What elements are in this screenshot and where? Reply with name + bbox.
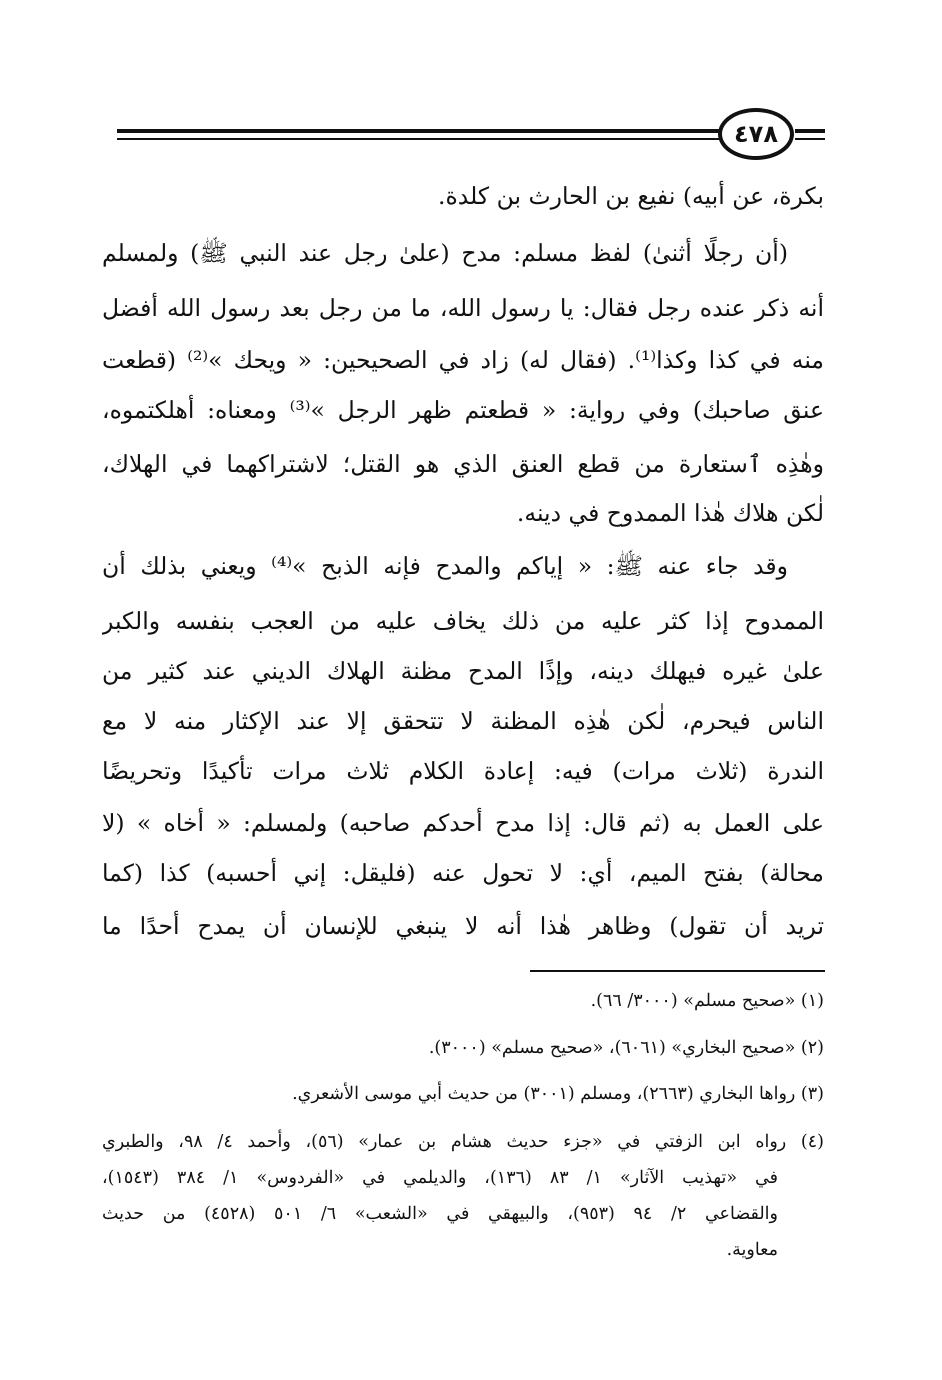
footnote-3: (٣) رواها البخاري (٢٦٦٣)، ومسلم (٣٠٠١) من حديث أبي موسى الأشعري.	[292, 1084, 824, 1104]
text-line-1: بكرة، عن أبيه) نفيع بن الحارث بن كلدة.	[438, 182, 824, 210]
footnote-4-line-3: والقضاعي ٢/ ٩٤ (٩٥٣)، والبيهقي في «الشعب» ٦/ ٥٠١ (٤٥٢٨) من حديث	[102, 1204, 778, 1224]
page-number: ٤٧٨	[718, 108, 794, 160]
footnote-4-line-2: في «تهذيب الآثار» ١/ ٨٣ (١٣٦)، والديلمي في «الفردوس» ١/ ٣٨٤ (١٥٤٣)،	[102, 1168, 778, 1188]
text-line-8: وقد جاء عنه ﷺ: « إياكم والمدح فإنه الذبح »⁽⁴⁾ ويعني بذلك أن	[102, 552, 788, 580]
header-rule-tail-thin	[795, 138, 825, 140]
footnote-4-line-4: معاوية.	[726, 1240, 778, 1260]
header-rule-thin	[117, 138, 721, 140]
text-line-6: وهٰذِه ٱستعارة من قطع العنق الذي هو القتل؛ لاشتراكهما في الهلاك،	[102, 450, 824, 478]
text-line-5: عنق صاحبك) وفي رواية: « قطعتم ظهر الرجل »⁽³⁾ ومعناه: أهلكتموه،	[102, 396, 824, 424]
text-line-11: الناس فيحرم، لٰكن هٰذِه المظنة لا تتحقق إلا عند الإكثار منه لا مع	[102, 707, 824, 735]
text-line-13: على العمل به (ثم قال: إذا مدح أحدكم صاحبه) ولمسلم: « أخاه » (لا	[102, 809, 824, 837]
header-rule-thick	[117, 129, 721, 133]
footnote-4-line-1: (٤) رواه ابن الزفتي في «جزء حديث هشام بن عمار» (٥٦)، وأحمد ٤/ ٩٨، والطبري	[102, 1132, 824, 1152]
text-line-3: أنه ذكر عنده رجل فقال: يا رسول الله، ما من رجل بعد رسول الله أفضل	[102, 294, 824, 322]
text-line-4: منه في كذا وكذا⁽¹⁾. (فقال له) زاد في الصحيحين: « ويحك »⁽²⁾ (قطعت	[102, 346, 824, 374]
text-line-9: الممدوح إذا كثر عليه من ذلك يخاف عليه من العجب بنفسه والكبر	[102, 607, 824, 635]
text-line-15: تريد أن تقول) وظاهر هٰذا أنه لا ينبغي للإنسان أن يمدح أحدًا ما	[102, 912, 824, 940]
footnote-2: (٢) «صحيح البخاري» (٦٠٦١)، «صحيح مسلم» (٣٠٠٠).	[428, 1038, 824, 1058]
text-line-7: لٰكن هلاك هٰذا الممدوح في دينه.	[516, 499, 824, 527]
text-line-12: الندرة (ثلاث مرات) فيه: إعادة الكلام ثلاث مرات تأكيدًا وتحريضًا	[102, 757, 824, 785]
text-line-2: (أن رجلًا أثنىٰ) لفظ مسلم: مدح (علىٰ رجل عند النبي ﷺ) ولمسلم	[102, 239, 788, 267]
text-line-14: محالة) بفتح الميم، أي: لا تحول عنه (فليقل: إني أحسبه) كذا (كما	[102, 859, 824, 887]
text-line-10: علىٰ غيره فيهلك دينه، وإذًا المدح مظنة الهلاك الديني عند كثير من	[102, 657, 824, 685]
footnote-1: (١) «صحيح مسلم» (٣٠٠٠/ ٦٦).	[590, 991, 824, 1011]
header-rule-tail-thick	[795, 129, 825, 133]
footnote-separator	[530, 970, 825, 972]
